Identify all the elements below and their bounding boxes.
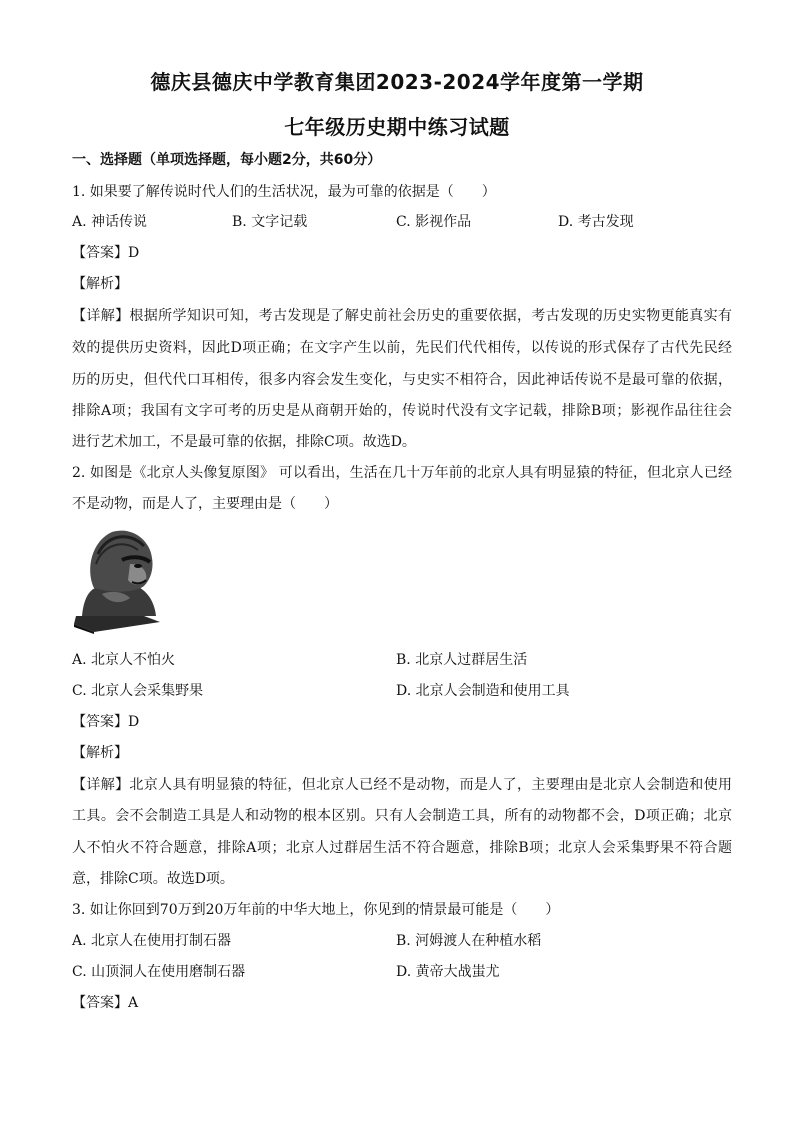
question-1-analysis-label: 【解析】 [72,276,128,292]
question-2-option-d: D. 北京人会制造和使用工具 [396,683,570,699]
question-2-option-b: B. 北京人过群居生活 [396,652,528,668]
question-1-stem: 1. 如果要了解传说时代人们的生活状况，最为可靠的依据是（ ） [72,184,496,200]
question-2-detail-line: 【详解】北京人具有明显猿的特征，但北京人已经不是动物，而是人了，主要理由是北京人会制造和使用 [72,777,732,793]
question-3-option-a: A. 北京人在使用打制石器 [72,933,232,949]
question-1-option-a: A. 神话传说 [72,214,148,230]
question-3-answer: 【答案】A [72,995,139,1011]
question-2-detail-line: 意，排除C项。故选D项。 [72,871,234,887]
question-1-detail-line: 效的提供历史资料，因此D项正确；在文字产生以前，先民们代代相传，以传说的形式保存了古代先民经 [72,340,732,356]
question-1-detail-line: 排除A项；我国有文字可考的历史是从商朝开始的，传说时代没有文字记载，排除B项；影视作品往往会 [72,403,732,419]
question-3-option-d: D. 黄帝大战蚩尤 [396,964,500,980]
question-3-option-c: C. 山顶洞人在使用磨制石器 [72,964,246,980]
question-1-option-b: B. 文字记载 [232,214,308,230]
question-1-option-d: D. 考古发现 [558,214,634,230]
question-1-option-c: C. 影视作品 [396,214,472,230]
question-1-detail-line: 历的历史，但代代口耳相传，很多内容会发生变化，与史实不相符合，因此神话传说不是最可靠的依据， [72,372,732,388]
question-2-analysis-label: 【解析】 [72,745,128,761]
document-title-line2: 七年级历史期中练习试题 [284,115,510,139]
question-1-answer: 【答案】D [72,245,140,261]
question-2-option-a: A. 北京人不怕火 [72,652,176,668]
question-2-stem-line: 2. 如图是《北京人头像复原图》 可以看出，生活在几十万年前的北京人具有明显猿的特征，但北京人已经 [72,465,732,481]
question-3-stem: 3. 如让你回到70万到20万年前的中华大地上，你见到的情景最可能是（ ） [72,902,560,918]
question-1-detail-line: 进行艺术加工，不是最可靠的依据，排除C项。故选D。 [72,434,416,450]
section-heading: 一、选择题（单项选择题，每小题2分，共60分） [72,152,382,168]
peking-man-bust-image [72,524,164,634]
question-3-option-b: B. 河姆渡人在种植水稻 [396,933,542,949]
question-2-detail-line: 人不怕火不符合题意，排除A项；北京人过群居生活不符合题意，排除B项；北京人会采集野果不符合题 [72,840,732,856]
question-2-stem-line: 不是动物，而是人了，主要理由是（ ） [72,496,338,512]
question-1-detail-line: 【详解】根据所学知识可知，考古发现是了解史前社会历史的重要依据，考古发现的历史实物更能真实有 [72,308,732,324]
document-title-line1: 德庆县德庆中学教育集团2023-2024学年度第一学期 [150,70,644,94]
question-2-option-c: C. 北京人会采集野果 [72,683,204,699]
question-2-answer: 【答案】D [72,714,140,730]
question-2-detail-line: 工具。会不会制造工具是人和动物的根本区别。只有人会制造工具，所有的动物都不会，D项正确；北京 [72,808,732,824]
